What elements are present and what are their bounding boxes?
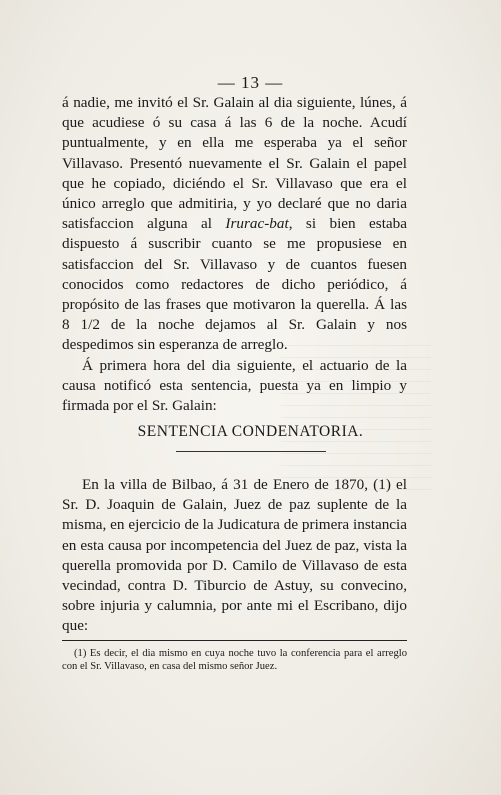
section-heading: SENTENCIA CONDENATORIA. [137,423,364,440]
paragraph-1-text: á nadie, me invitó el Sr. Galain al dia siguiente, lúnes, á que acudiese ó su casa á las 6 de la noche. Acudí puntualmente, y en ella me esperaba ya el señor Villavaso. Presentó nuevamente el Sr. Galain el papel que he copiado, diciéndo el Sr. Villavaso que era el único arreglo que admitiria, y yo declaré que no daria satisfaccion alguna al [62,94,407,233]
paragraph-1 [62,93,407,356]
main-text [62,93,407,416]
page-number: — 13 — [217,73,284,92]
footnote-text: (1) Es decir, el dia mismo en cuya noche tuvo la conferencia para el arreglo con el Sr. Villavaso, en casa del mismo señor Juez. [62,648,407,672]
paragraph-1-rest: , si bien estaba dispuesto á suscribir cuanto se me propusiese en satisfaccion del Sr. Villavaso y de cuantos fuesen conocidos como redactores de dicho periódico, á propósito de las frases que motivaron la querella. Á las 8 1/2 de la noche dejamos al Sr. Galain y nos despedimos sin esperanza de arreglo. [62,215,407,354]
newspaper-name: Irurac-bat [225,215,289,233]
paragraph-3: En la villa de Bilbao, á 31 de Enero de 1870, (1) el Sr. D. Joaquin de Galain, Juez de paz suplente de la misma, en ejercicio de la Judicatura de primera instancia en esta causa por incompetencia del Juez de paz, vista la querella promovida por D. Camilo de Villavaso de esta vecindad, contra D. Tiburcio de Astuy, su convecino, sobre injuria y calumnia, por ante mi el Escribano, dijo que: [62,476,407,635]
footnote-rule [62,640,407,641]
paragraph-2: Á primera hora del dia siguiente, el actuario de la causa notificó esta sentencia, puesta ya en limpio y firmada por el Sr. Galain: [62,356,407,415]
sentence-text [62,475,407,637]
footnote [62,647,407,673]
heading-rule [176,451,326,452]
